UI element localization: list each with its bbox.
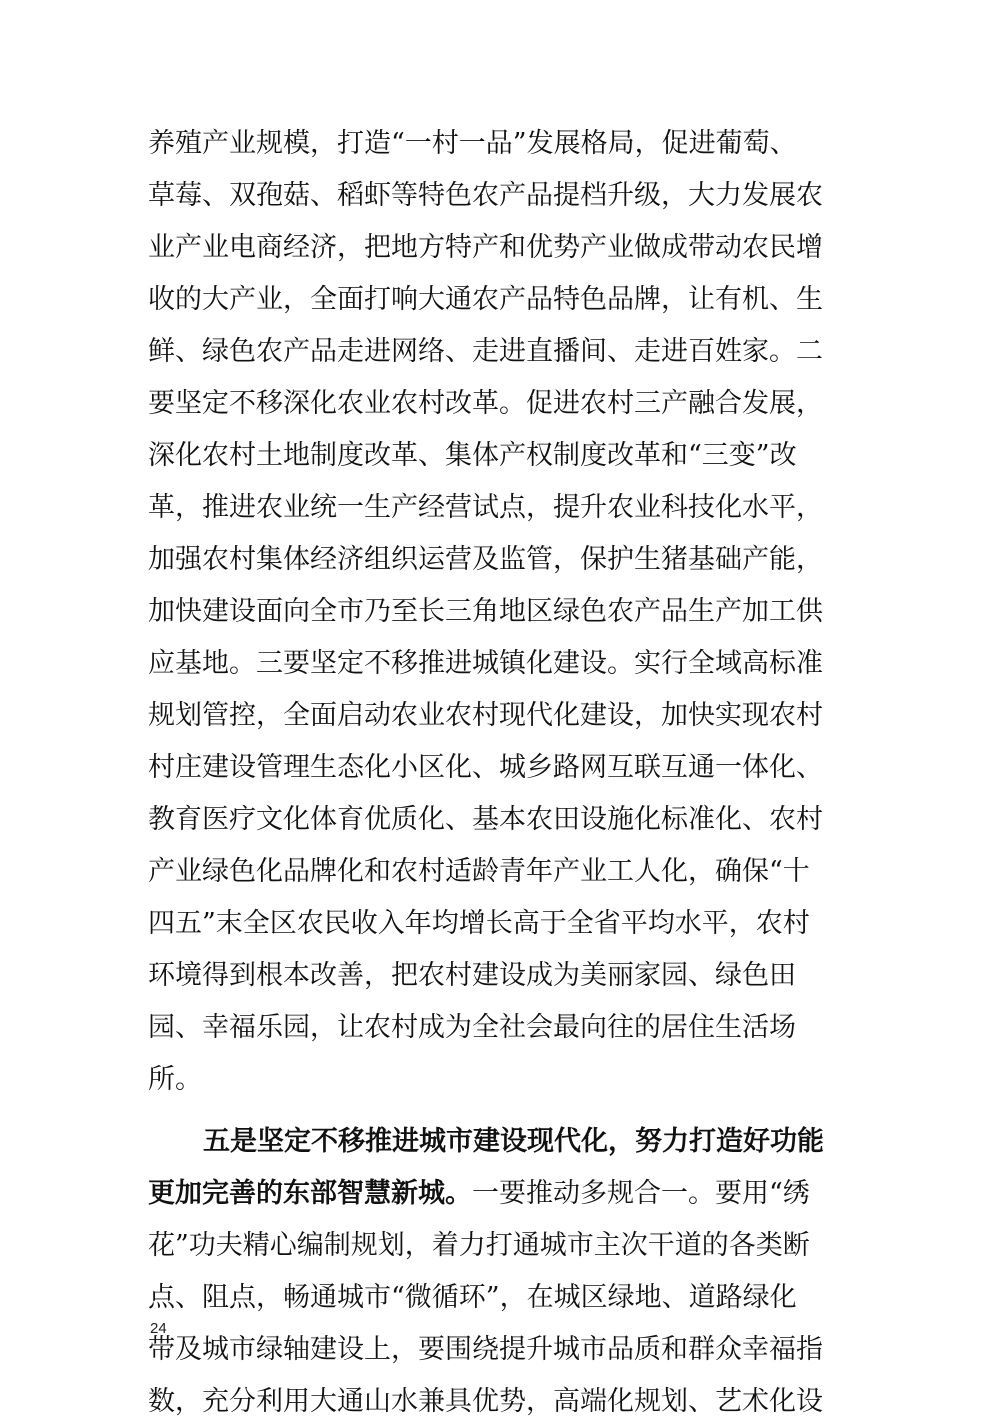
text-line: 园、幸福乐园，让农村成为全社会最向往的居住生活场	[148, 1012, 796, 1043]
text-line: 数，充分利用大通山水兼具优势，高端化规划、艺术化设	[148, 1386, 823, 1417]
text-line: 加快建设面向全市乃至长三角地区绿色农产品生产加工供	[148, 596, 823, 627]
text-line: 规划管控，全面启动农业农村现代化建设，加快实现农村	[148, 700, 823, 731]
text-line: 加强农村集体经济组织运营及监管，保护生猪基础产能，	[148, 544, 823, 575]
text-line: 四五”末全区农民收入年均增长高于全省平均水平，农村	[148, 908, 810, 939]
paragraph-gap	[148, 1106, 848, 1116]
text-line: 深化农村土地制度改革、集体产权制度改革和“三变”改	[148, 440, 797, 471]
text-line: 收的大产业，全面打响大通农产品特色品牌，让有机、生	[148, 284, 823, 315]
text-line: 带及城市绿轴建设上，要围绕提升城市品质和群众幸福指	[148, 1334, 823, 1365]
text-line: 要坚定不移深化农业农村改革。促进农村三产融合发展，	[148, 388, 823, 419]
text-line: 应基地。三要坚定不移推进城镇化建设。实行全域高标准	[148, 648, 823, 679]
text-line: 养殖产业规模，打造“一村一品”发展格局，促进葡萄、	[148, 128, 797, 159]
page-number: 24	[150, 1320, 167, 1337]
text-line: 环境得到根本改善，把农村建设成为美丽家园、绿色田	[148, 960, 796, 991]
text-line: 鲜、绿色农产品走进网络、走进直播间、走进百姓家。二	[148, 336, 823, 367]
text-line-rest: 一要推动多规合一。要用“绣	[472, 1178, 810, 1209]
text-line: 所。	[148, 1064, 202, 1095]
text-line: 教育医疗文化体育优质化、基本农田设施化标准化、农村	[148, 804, 823, 835]
text-line: 村庄建设管理生态化小区化、城乡路网互联互通一体化、	[148, 752, 823, 783]
text-line: 业产业电商经济，把地方特产和优势产业做成带动农民增	[148, 232, 823, 263]
text-line: 点、阻点，畅通城市“微循环”，在城区绿地、道路绿化	[148, 1282, 797, 1313]
body-text	[148, 118, 848, 1428]
text-line: 花”功夫精心编制规划，着力打通城市主次干道的各类断	[148, 1230, 810, 1261]
section-heading-line: 五是坚定不移推进城市建设现代化，努力打造好功能	[203, 1126, 824, 1157]
text-line: 草莓、双孢菇、稻虾等特色农产品提档升级，大力发展农	[148, 180, 823, 211]
text-line: 革，推进农业统一生产经营试点，提升农业科技化水平，	[148, 492, 823, 523]
text-line: 产业绿色化品牌化和农村适龄青年产业工人化，确保“十	[148, 856, 810, 887]
text-line	[148, 1168, 848, 1220]
section-heading-part: 更加完善的东部智慧新城。	[148, 1178, 472, 1209]
